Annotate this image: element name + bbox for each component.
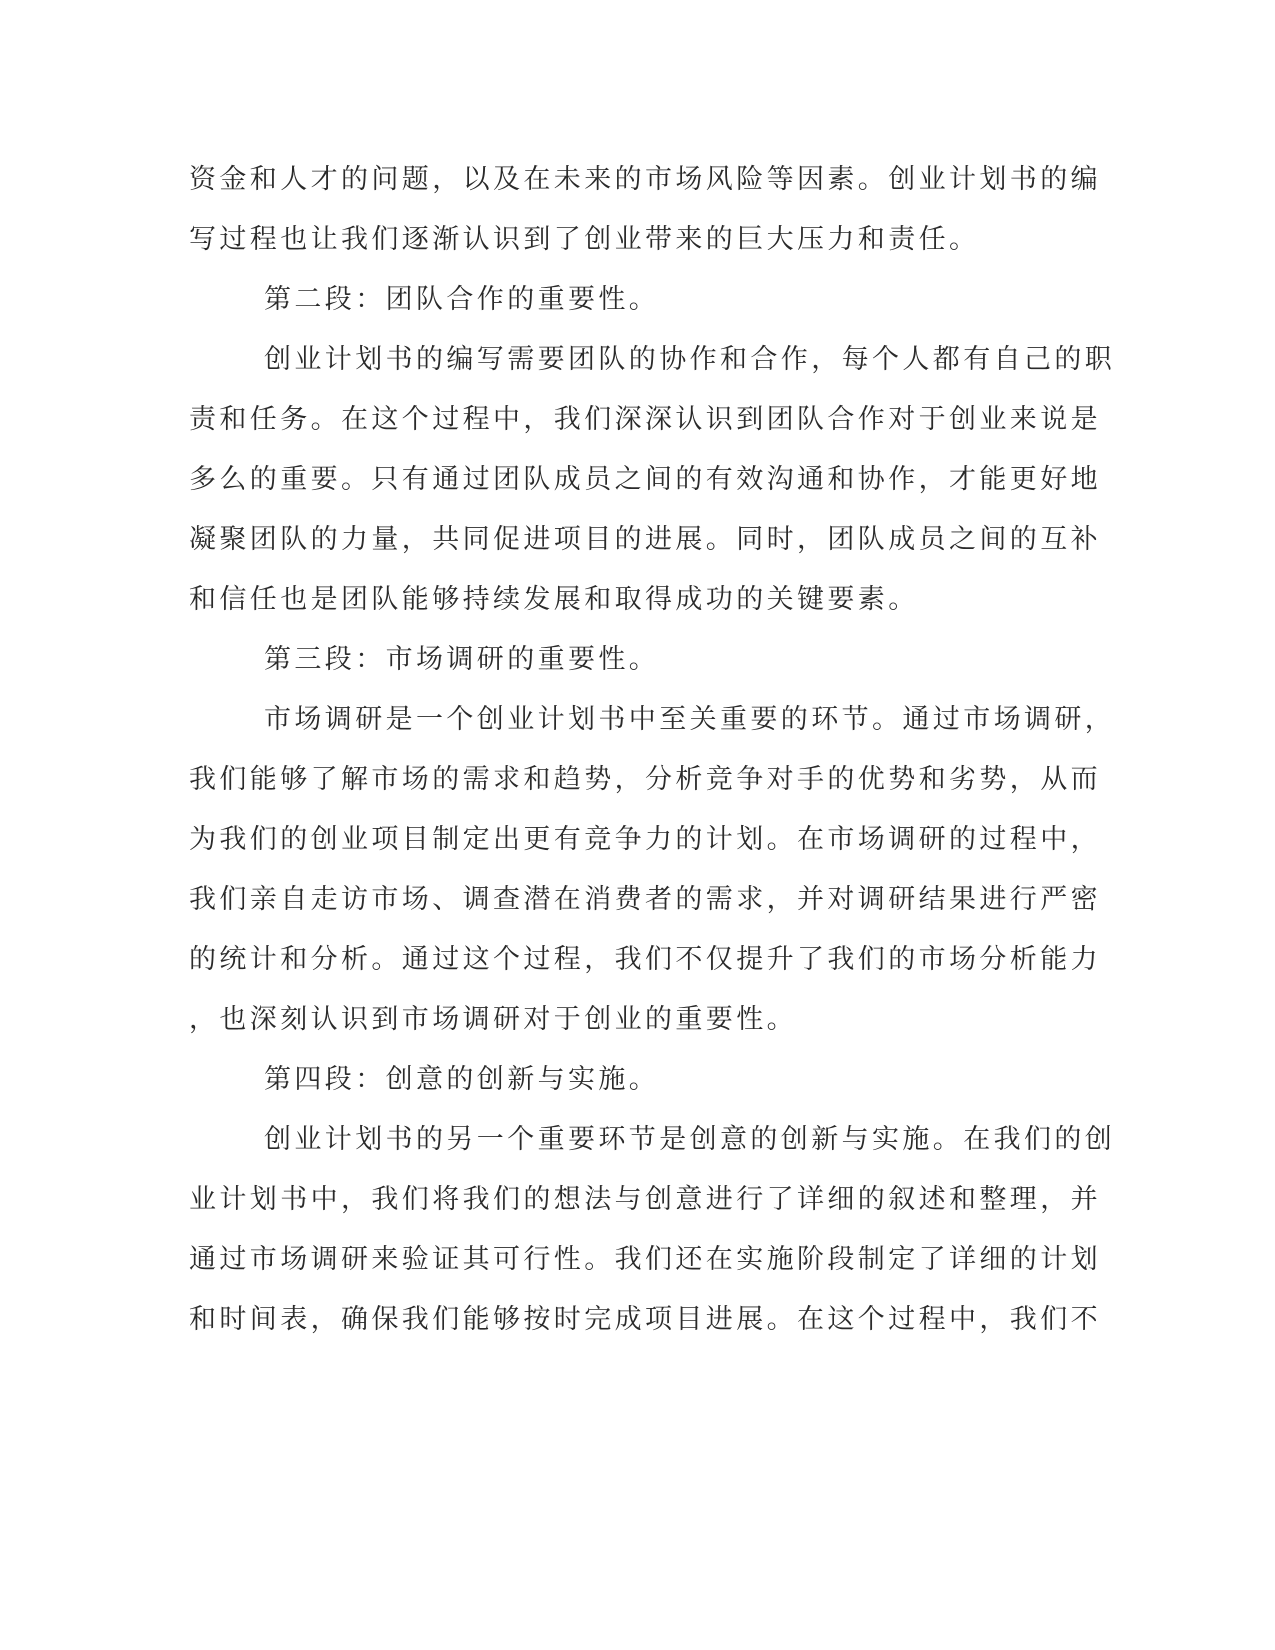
text-line: 我们能够了解市场的需求和趋势，分析竞争对手的优势和劣势，从而 (189, 764, 1101, 795)
text-line: 创业计划书的另一个重要环节是创意的创新与实施。在我们的创 (264, 1124, 1116, 1155)
section-heading: 第三段：市场调研的重要性。 (264, 644, 660, 675)
text-line: 凝聚团队的力量，共同促进项目的进展。同时，团队成员之间的互补 (189, 524, 1101, 555)
text-line: 通过市场调研来验证其可行性。我们还在实施阶段制定了详细的计划 (189, 1244, 1101, 1275)
text-line: 多么的重要。只有通过团队成员之间的有效沟通和协作，才能更好地 (189, 464, 1101, 495)
section-heading: 第四段：创意的创新与实施。 (264, 1064, 660, 1095)
text-line: 责和任务。在这个过程中，我们深深认识到团队合作对于创业来说是 (189, 404, 1101, 435)
text-line: 创业计划书的编写需要团队的协作和合作，每个人都有自己的职 (264, 344, 1116, 375)
text-line: 我们亲自走访市场、调查潜在消费者的需求，并对调研结果进行严密 (189, 884, 1101, 915)
section-heading: 第二段：团队合作的重要性。 (264, 284, 660, 315)
text-line: 资金和人才的问题，以及在未来的市场风险等因素。创业计划书的编 (189, 164, 1101, 195)
text-line: 业计划书中，我们将我们的想法与创意进行了详细的叙述和整理，并 (189, 1184, 1101, 1215)
text-line: 为我们的创业项目制定出更有竞争力的计划。在市场调研的过程中， (189, 824, 1101, 855)
text-line: 市场调研是一个创业计划书中至关重要的环节。通过市场调研， (264, 704, 1116, 735)
text-line: 和信任也是团队能够持续发展和取得成功的关键要素。 (189, 584, 919, 615)
text-line: 和时间表，确保我们能够按时完成项目进展。在这个过程中，我们不 (189, 1304, 1101, 1335)
text-line: ，也深刻认识到市场调研对于创业的重要性。 (189, 1004, 797, 1035)
text-line: 的统计和分析。通过这个过程，我们不仅提升了我们的市场分析能力 (189, 944, 1101, 975)
text-line: 写过程也让我们逐渐认识到了创业带来的巨大压力和责任。 (189, 224, 980, 255)
